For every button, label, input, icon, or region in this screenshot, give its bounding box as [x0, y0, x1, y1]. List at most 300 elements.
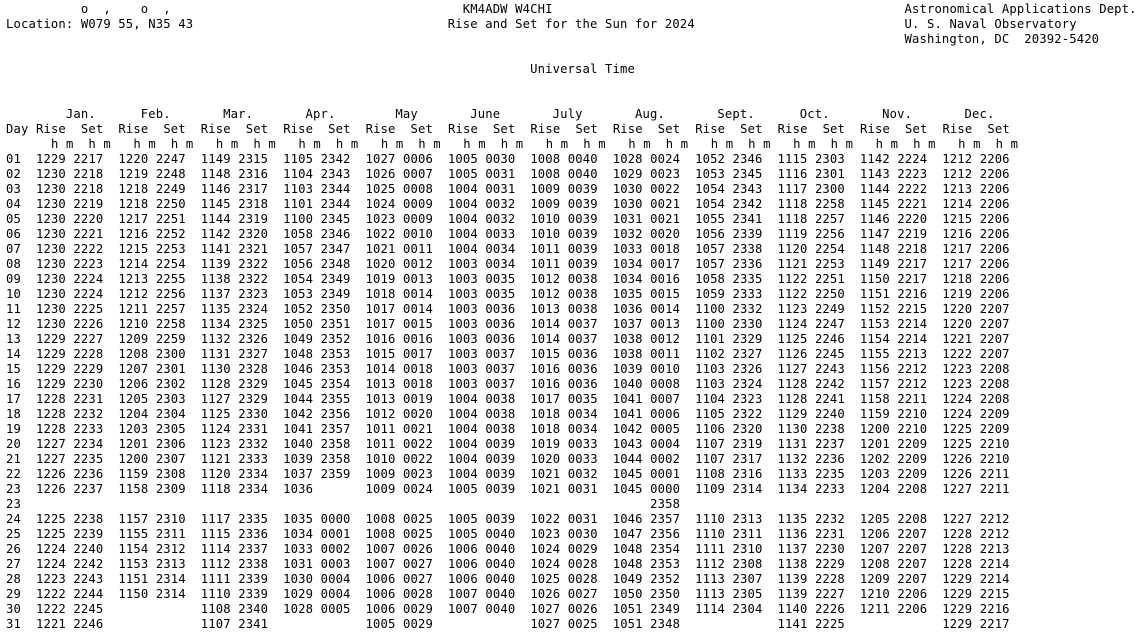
set-time: 0034 [485, 242, 516, 256]
set-time: 2337 [238, 542, 269, 556]
set-time: 2210 [897, 407, 928, 421]
set-time: 0016 [402, 332, 433, 346]
rise-time: 1100 [695, 302, 726, 316]
rise-time: 1215 [118, 242, 149, 256]
set-time: 2338 [238, 557, 269, 571]
rise-time: 1111 [695, 542, 726, 556]
set-time: 2311 [732, 527, 763, 541]
rise-time: 1038 [612, 332, 643, 346]
hour-unit: h [830, 137, 839, 151]
rise-time: 1229 [942, 587, 973, 601]
set-time: 2246 [73, 617, 104, 631]
rise-column-header: Rise [530, 122, 561, 136]
set-time: 0004 [320, 572, 351, 586]
set-time: 2247 [155, 152, 186, 166]
set-time: 2245 [814, 347, 845, 361]
rise-time: 1155 [859, 347, 890, 361]
day-column-header: Day [6, 122, 29, 136]
set-time: 2328 [238, 362, 269, 376]
set-time: 2207 [897, 542, 928, 556]
rise-time: 1158 [859, 392, 890, 406]
rise-time: 1124 [200, 422, 231, 436]
rise-time: 1057 [695, 257, 726, 271]
hour-unit: h [88, 137, 96, 151]
observatory-name: U. S. Naval Observatory [904, 17, 1077, 31]
rise-time: 1025 [530, 572, 561, 586]
set-time: 2215 [979, 587, 1010, 601]
rise-time: 1045 [612, 467, 643, 481]
rise-column-header: Rise [860, 122, 890, 136]
rise-time: 1142 [859, 152, 890, 166]
rise-time: 1007 [365, 542, 396, 556]
rise-time: 1016 [530, 362, 561, 376]
rise-time: 1104 [695, 392, 726, 406]
set-time: 2301 [155, 362, 186, 376]
day-number: 31 [6, 617, 21, 631]
rise-time: 1135 [200, 302, 231, 316]
set-time: 2217 [897, 257, 928, 271]
set-time: 0031 [485, 182, 516, 196]
set-time: 0022 [402, 437, 433, 451]
rise-time: 1014 [530, 317, 561, 331]
set-time: 2216 [897, 287, 928, 301]
set-time: 0040 [567, 167, 598, 181]
rise-time: 1139 [777, 587, 808, 601]
minute-unit: m [65, 137, 74, 151]
rise-time: 1157 [859, 377, 890, 391]
rise-time: 1051 [612, 617, 643, 631]
set-time: 2219 [73, 197, 104, 211]
set-time: 2211 [979, 482, 1010, 496]
table-row [6, 332, 1010, 347]
rise-time: 1222 [35, 602, 66, 616]
rise-time: 1213 [118, 272, 149, 286]
rise-time: 1030 [612, 182, 643, 196]
rise-time: 1127 [777, 362, 808, 376]
month-label: Nov. [882, 107, 913, 121]
rise-time: 1003 [447, 302, 478, 316]
rise-time: 1214 [118, 257, 149, 271]
rise-time: 1025 [365, 182, 396, 196]
rise-time: 1228 [35, 422, 66, 436]
set-time: 2231 [73, 392, 104, 406]
rise-time: 1145 [200, 197, 231, 211]
set-time: 0018 [402, 377, 433, 391]
set-time: 0025 [402, 527, 433, 541]
rise-time: 1224 [942, 392, 973, 406]
rise-time: 1023 [365, 212, 396, 226]
rise-time: 1003 [447, 272, 478, 286]
rise-time: 1024 [530, 542, 561, 556]
hour-unit: h [748, 137, 756, 151]
set-time: 2354 [320, 377, 351, 391]
rise-time: 1055 [695, 212, 726, 226]
rise-time: 1103 [695, 377, 726, 391]
rise-time: 1045 [612, 482, 643, 496]
set-time: 0024 [650, 152, 681, 166]
rise-time: 1034 [612, 272, 643, 286]
set-time: 2307 [155, 452, 186, 466]
set-time: 2218 [73, 182, 104, 196]
table-row [6, 572, 1010, 587]
rise-time: 1013 [365, 377, 396, 391]
rise-time: 1053 [695, 167, 726, 181]
set-time: 2329 [732, 332, 763, 346]
minute-unit: m [313, 137, 321, 151]
rise-time: 1107 [695, 437, 726, 451]
set-time: 2240 [73, 542, 104, 556]
set-time: 0040 [485, 542, 516, 556]
rise-time: 1022 [365, 227, 396, 241]
set-time: 2336 [238, 527, 269, 541]
rise-time: 1008 [365, 527, 396, 541]
set-time: 0014 [650, 302, 681, 316]
set-time: 2206 [979, 272, 1010, 286]
set-time: 2326 [732, 362, 763, 376]
rise-time: 1021 [530, 467, 561, 481]
hour-unit: h [170, 137, 179, 151]
set-time: 0030 [567, 527, 598, 541]
minute-unit: m [268, 137, 276, 151]
table-row [6, 182, 1010, 197]
set-time: 2346 [320, 227, 351, 241]
rise-time: 1101 [695, 332, 726, 346]
rise-time: 1230 [35, 212, 66, 226]
set-time: 2339 [732, 227, 763, 241]
set-time: 2247 [814, 317, 845, 331]
rise-time: 1228 [35, 392, 66, 406]
set-time: 0038 [485, 422, 516, 436]
set-time: 0036 [567, 347, 598, 361]
minute-unit: m [433, 137, 441, 151]
set-time: 2307 [732, 572, 763, 586]
set-time: 0037 [485, 377, 516, 391]
set-time: 2327 [238, 347, 269, 361]
set-time: 2206 [979, 182, 1010, 196]
rise-time: 1011 [530, 242, 561, 256]
set-time: 0013 [402, 272, 433, 286]
set-time: 2322 [238, 272, 269, 286]
set-time: 2341 [238, 617, 269, 631]
set-time: 2317 [238, 182, 269, 196]
set-column-header: Set [492, 122, 516, 136]
table-row [6, 347, 1010, 362]
set-time: 0012 [402, 257, 433, 271]
minute-unit: m [845, 137, 854, 151]
set-time: 2353 [650, 557, 681, 571]
rise-time: 1012 [530, 287, 561, 301]
hour-unit: h [500, 137, 509, 151]
rise-time: 1148 [859, 242, 890, 256]
set-time: 0006 [402, 152, 433, 166]
set-time: 0008 [402, 182, 433, 196]
rise-time: 1005 [447, 527, 478, 541]
rise-time: 1225 [35, 512, 66, 526]
rise-time: 1048 [612, 557, 643, 571]
rise-time: 1156 [859, 362, 890, 376]
set-time: 2227 [814, 587, 845, 601]
rise-time: 1154 [118, 542, 149, 556]
rise-time: 1220 [942, 317, 973, 331]
set-time: 0040 [567, 152, 598, 166]
hour-unit: h [50, 137, 59, 151]
set-time: 0038 [567, 302, 598, 316]
rise-time: 1137 [200, 287, 231, 301]
set-time: 0004 [320, 587, 351, 601]
set-time: 0039 [485, 437, 516, 451]
set-time: 2320 [732, 422, 763, 436]
set-time: 2349 [320, 287, 351, 301]
rise-time: 1003 [447, 362, 478, 376]
rise-time: 1006 [447, 572, 478, 586]
rise-column-header: Rise [448, 122, 478, 136]
rise-time: 1226 [35, 482, 66, 496]
month-label: Dec. [964, 107, 995, 121]
rise-time: 1206 [859, 527, 890, 541]
set-time: 2305 [732, 587, 763, 601]
rise-time: 1230 [35, 182, 66, 196]
set-time: 2229 [73, 362, 104, 376]
set-time: 2243 [73, 572, 104, 586]
set-time: 0026 [402, 542, 433, 556]
set-time: 2350 [650, 587, 681, 601]
rise-time: 1037 [612, 317, 643, 331]
set-time: 2316 [238, 167, 269, 181]
set-time: 2329 [238, 392, 269, 406]
set-time: 0002 [320, 542, 351, 556]
set-time: 2332 [732, 302, 763, 316]
time-zone-label: Universal Time [530, 62, 635, 76]
rise-time: 1045 [283, 377, 314, 391]
rise-time: 1128 [777, 392, 808, 406]
rise-time: 1107 [200, 617, 231, 631]
set-time: 2312 [155, 542, 186, 556]
set-time: 2314 [732, 482, 763, 496]
rise-time: 1201 [118, 437, 149, 451]
rise-time: 1016 [365, 332, 396, 346]
hour-minute-header-row [6, 137, 1019, 152]
rise-time: 1207 [118, 362, 149, 376]
rise-time: 1132 [200, 332, 231, 346]
set-time: 2251 [155, 212, 186, 226]
set-time: 0039 [485, 512, 516, 526]
set-time: 2319 [238, 212, 269, 226]
set-time: 2233 [73, 422, 104, 436]
rise-time: 1042 [283, 407, 314, 421]
set-time: 2350 [320, 302, 351, 316]
rise-time: 1204 [859, 482, 890, 496]
table-row [6, 407, 1010, 422]
minute-unit: m [725, 137, 734, 151]
set-time: 2207 [979, 317, 1010, 331]
set-column-header: Set [904, 122, 928, 136]
rise-time: 1112 [200, 557, 231, 571]
rise-time: 1039 [283, 452, 314, 466]
hour-unit: h [133, 137, 141, 151]
rise-time: 1142 [200, 227, 231, 241]
set-time: 2343 [732, 182, 763, 196]
rise-time: 1006 [447, 557, 478, 571]
set-time: 2359 [320, 467, 351, 481]
rise-time: 1229 [35, 362, 66, 376]
rise-time: 1057 [695, 242, 726, 256]
rise-time: 1050 [283, 317, 314, 331]
day-number: 22 [6, 467, 21, 481]
set-time: 0021 [402, 422, 433, 436]
rise-time: 1004 [447, 467, 478, 481]
rise-time: 1004 [447, 197, 478, 211]
set-time: 2317 [732, 452, 763, 466]
set-time: 0016 [650, 272, 681, 286]
set-time: 2356 [650, 527, 681, 541]
rise-time: 1223 [35, 572, 66, 586]
set-time: 2209 [897, 437, 928, 451]
rise-time: 1113 [695, 572, 726, 586]
rise-time: 1117 [200, 512, 231, 526]
header-line-3 [6, 32, 1100, 47]
rise-time: 1150 [859, 272, 890, 286]
set-time: 0007 [402, 167, 433, 181]
rise-time: 1036 [283, 482, 314, 496]
set-time: 2207 [979, 347, 1010, 361]
day-number: 05 [6, 212, 21, 226]
set-time: 0040 [485, 572, 516, 586]
rise-time: 1230 [35, 272, 66, 286]
set-time: 2329 [238, 377, 269, 391]
day-number: 23 [6, 482, 21, 496]
set-time: 2206 [897, 587, 928, 601]
rise-time: 1041 [612, 392, 643, 406]
rise-time: 1218 [118, 197, 149, 211]
time-zone-line [6, 62, 958, 77]
set-time: 0038 [485, 407, 516, 421]
set-time: 2227 [73, 332, 104, 346]
rise-time: 1027 [530, 617, 561, 631]
set-time: 2324 [238, 302, 269, 316]
rise-time: 1127 [200, 392, 231, 406]
rise-time: 1220 [118, 152, 149, 166]
set-time: 2324 [732, 377, 763, 391]
set-time: 2214 [897, 317, 928, 331]
rise-time: 1033 [283, 542, 314, 556]
set-time: 2207 [979, 332, 1010, 346]
degree-marks: o , o , [6, 2, 171, 16]
table-row [6, 227, 1010, 242]
rise-time: 1138 [777, 557, 808, 571]
table-row [6, 422, 1010, 437]
minute-unit: m [928, 137, 936, 151]
rise-time: 1003 [447, 317, 478, 331]
blank-line [6, 92, 958, 107]
set-time: 0023 [402, 467, 433, 481]
rise-time: 1015 [530, 347, 561, 361]
table-row [6, 542, 1010, 557]
rise-time: 1027 [365, 152, 396, 166]
rise-time: 1205 [118, 392, 149, 406]
set-time: 2254 [814, 242, 845, 256]
rise-time: 1005 [447, 482, 478, 496]
rise-time: 1037 [283, 467, 314, 481]
rise-time: 1130 [200, 362, 231, 376]
set-time: 2212 [979, 527, 1010, 541]
minute-unit: m [680, 137, 689, 151]
set-time: 0009 [402, 212, 433, 226]
set-time: 0027 [402, 557, 433, 571]
rise-time: 1230 [35, 287, 66, 301]
rise-time: 1038 [612, 347, 643, 361]
rise-time: 1006 [365, 587, 396, 601]
set-time: 2236 [73, 467, 104, 481]
rise-time: 1229 [35, 347, 66, 361]
rise-time: 1009 [365, 467, 396, 481]
set-time: 0021 [650, 197, 681, 211]
rise-time: 1011 [365, 422, 396, 436]
day-number: 16 [6, 377, 21, 391]
set-time: 2224 [73, 272, 104, 286]
set-time: 2339 [238, 587, 269, 601]
rise-time: 1216 [118, 227, 149, 241]
rise-time: 1004 [447, 407, 478, 421]
rise-time: 1044 [612, 452, 643, 466]
rise-time: 1057 [283, 242, 314, 256]
month-label: Sept. [717, 107, 755, 121]
hour-unit: h [583, 137, 591, 151]
set-time: 2304 [732, 602, 763, 616]
rise-time: 1014 [530, 332, 561, 346]
rise-time: 1139 [777, 572, 808, 586]
rise-time: 1211 [859, 602, 890, 616]
set-time: 0038 [485, 392, 516, 406]
month-label: Apr. [305, 107, 336, 121]
rise-time: 1009 [530, 182, 561, 196]
set-time: 2356 [320, 407, 351, 421]
set-time: 0031 [485, 167, 516, 181]
set-time: 2216 [979, 602, 1010, 616]
set-time: 0026 [567, 602, 598, 616]
set-time: 0022 [402, 452, 433, 466]
day-number: 18 [6, 407, 21, 421]
set-column-header: Set [245, 122, 269, 136]
rise-time: 1100 [283, 212, 314, 226]
set-time: 2358 [650, 497, 681, 511]
month-label: Oct. [799, 107, 830, 121]
set-time: 0007 [650, 392, 681, 406]
rise-time: 1230 [35, 257, 66, 271]
rise-time: 1125 [200, 407, 231, 421]
set-time: 2346 [732, 152, 763, 166]
rise-column-header: Rise [942, 122, 973, 136]
rise-time: 1004 [447, 422, 478, 436]
rise-time: 1131 [777, 437, 808, 451]
rise-time: 1018 [530, 422, 561, 436]
rise-time: 1224 [942, 407, 973, 421]
set-time: 2315 [238, 152, 269, 166]
rise-time: 1224 [35, 557, 66, 571]
rise-time: 1006 [447, 542, 478, 556]
set-time: 0035 [567, 392, 598, 406]
day-number: 26 [6, 542, 21, 556]
set-time: 2212 [897, 362, 928, 376]
set-time: 2349 [650, 602, 681, 616]
department-name: Astronomical Applications Dept. [904, 2, 1137, 16]
table-row [6, 152, 1010, 167]
rise-time: 1121 [777, 257, 808, 271]
rise-time: 1018 [365, 287, 396, 301]
set-time: 0025 [402, 512, 433, 526]
rise-time: 1210 [859, 587, 890, 601]
set-time: 2231 [814, 527, 845, 541]
rise-column-header: Rise [283, 122, 314, 136]
